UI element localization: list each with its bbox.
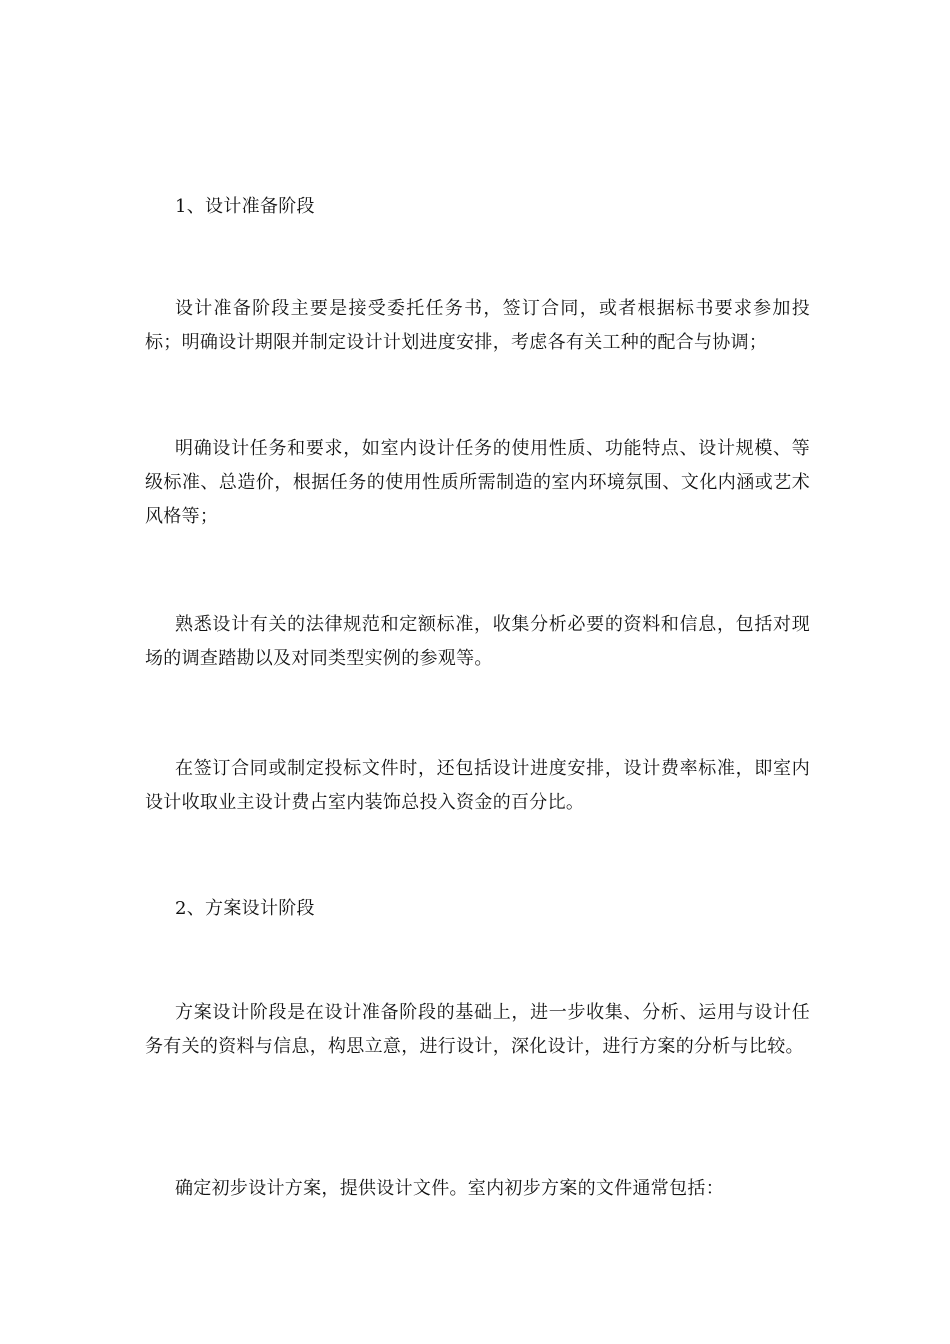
paragraph-1-3: 熟悉设计有关的法律规范和定额标准，收集分析必要的资料和信息，包括对现场的调查踏勘以及对同类型实例的参观等。 [145, 614, 810, 669]
paragraph-1-2: 明确设计任务和要求，如室内设计任务的使用性质、功能特点、设计规模、等级标准、总造价，根据任务的使用性质所需制造的室内环境氛围、文化内涵或艺术风格等； [145, 438, 810, 527]
paragraph-2-2: 确定初步设计方案，提供设计文件。室内初步方案的文件通常包括： [175, 1178, 724, 1199]
section-heading-2: 2、方案设计阶段 [175, 898, 315, 919]
paragraph-2-1: 方案设计阶段是在设计准备阶段的基础上，进一步收集、分析、运用与设计任务有关的资料与信息，构思立意，进行设计，深化设计，进行方案的分析与比较。 [145, 1002, 810, 1057]
paragraph-1-4: 在签订合同或制定投标文件时，还包括设计进度安排，设计费率标准，即室内设计收取业主设计费占室内装饰总投入资金的百分比。 [145, 758, 810, 813]
section-heading-1: 1、设计准备阶段 [175, 196, 315, 217]
paragraph-1-1: 设计准备阶段主要是接受委托任务书，签订合同，或者根据标书要求参加投标；明确设计期限并制定设计计划进度安排，考虑各有关工种的配合与协调； [145, 298, 810, 353]
